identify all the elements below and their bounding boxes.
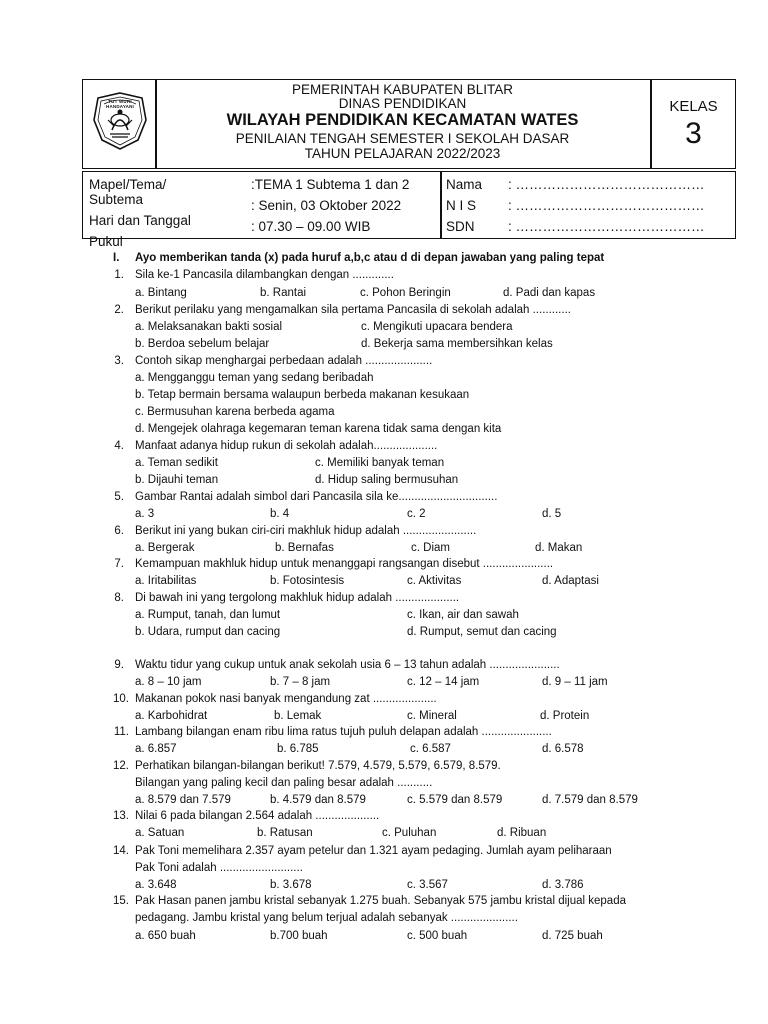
option-b[interactable]: b. 4 [270,508,290,520]
option-d[interactable]: d. 9 – 11 jam [542,676,608,688]
nis-field[interactable]: : …………………………………… [508,198,705,213]
instruction-text: Ayo memberikan tanda (x) pada huruf a,b,c atau d di depan jawaban yang paling tepat [135,252,605,264]
option-b[interactable]: b.700 buah [270,930,328,942]
option-d[interactable]: d. 7.579 dan 8.579 [542,794,638,806]
option-c[interactable]: c. Bermusuhan karena berbeda agama [135,406,335,418]
option-c[interactable]: c. 3.567 [407,879,448,891]
question-number: 8. [114,592,124,604]
option-a[interactable]: a. 8.579 dan 7.579 [135,794,231,806]
kelas-label: KELAS [669,98,718,115]
option-b[interactable]: b. Rantai [260,287,307,299]
question-number: 2. [114,304,124,316]
option-a[interactable]: a. Bergerak [135,542,195,554]
question-text: Di bawah ini yang tergolong makhluk hidup adalah .................... [135,592,460,604]
sdn-label: SDN [446,219,475,234]
question-number: 1. [114,269,124,281]
question-text: Berikut ini yang bukan ciri-ciri makhluk hidup adalah ....................... [135,525,477,537]
option-b[interactable]: b. Lemak [274,710,322,722]
hari-value: : Senin, 03 Oktober 2022 [251,198,402,213]
info-divider [440,171,442,239]
question-number: 3. [114,355,124,367]
option-b[interactable]: b. Dijauhi teman [135,474,219,486]
question-number: 15. [113,895,129,907]
option-c[interactable]: c. Mineral [407,710,457,722]
option-c[interactable]: c. 2 [407,508,426,520]
option-c[interactable]: c. 6.587 [410,743,451,755]
question-number: 13. [113,810,129,822]
option-a[interactable]: a. 6.857 [135,743,177,755]
option-c[interactable]: c. Memiliki banyak teman [315,457,445,469]
option-c[interactable]: c. 500 buah [407,930,468,942]
option-b[interactable]: b. Berdoa sebelum belajar [135,338,270,350]
question-text: Pak Toni memelihara 2.357 ayam petelur dan 1.321 ayam pedaging. Jumlah ayam peliharaan [135,845,612,857]
header-line-agency: DINAS PENDIDIKAN [338,96,467,111]
option-c[interactable]: c. Ikan, air dan sawah [407,609,519,621]
option-d[interactable]: d. 6.578 [542,743,584,755]
option-c[interactable]: c. Mengikuti upacara bendera [361,321,513,333]
question-text: Pak Hasan panen jambu kristal sebanyak 1.275 buah. Sebanyak 575 jambu kristal dijual kepada [135,895,626,907]
question-number: 14. [113,845,129,857]
kelas-value: 3 [685,117,702,150]
logo-text: TUT WURI HANDAYANI [106,99,134,109]
nama-label: Nama [446,177,483,192]
question-number: 4. [114,440,124,452]
question-text: Sila ke-1 Pancasila dilambangkan dengan ............. [135,269,394,281]
option-a[interactable]: a. Rumput, tanah, dan lumut [135,609,281,621]
option-b[interactable]: b. Fotosintesis [270,575,345,587]
option-d[interactable]: d. Padi dan kapas [503,287,596,299]
hari-label: Hari dan Tanggal [89,213,191,228]
question-number: 10. [113,693,129,705]
option-d[interactable]: d. Bekerja sama membersihkan kelas [361,338,553,350]
option-a[interactable]: a. Melaksanakan bakti sosial [135,321,283,333]
question-number: 9. [114,659,124,671]
option-b[interactable]: b. 4.579 dan 8.579 [270,794,366,806]
option-c[interactable]: c. Aktivitas [407,575,462,587]
option-a[interactable]: a. Satuan [135,827,185,839]
question-text: Waktu tidur yang cukup untuk anak sekolah usia 6 – 13 tahun adalah ...................... [135,659,560,671]
option-b[interactable]: b. Bernafas [275,542,334,554]
question-number: 5. [114,491,124,503]
option-c[interactable]: c. Diam [411,542,450,554]
pukul-value: : 07.30 – 09.00 WIB [251,219,371,234]
option-d[interactable]: d. Hidup saling bermusuhan [315,474,459,486]
question-number: 11. [113,726,129,738]
option-a[interactable]: a. Mengganggu teman yang sedang beribadah [135,372,374,384]
option-d[interactable]: d. 5 [542,508,562,520]
question-text: Berikut perilaku yang mengamalkan sila pertama Pancasila di sekolah adalah ............ [135,304,571,316]
question-text: Gambar Rantai adalah simbol dari Pancasila sila ke............................... [135,491,498,503]
sdn-field[interactable]: : …………………………………… [508,219,705,234]
subtema-label: Subtema [89,192,144,207]
question-text-continued: Bilangan yang paling kecil dan paling besar adalah ........... [135,777,433,789]
nis-label: N I S [446,198,477,213]
header-line-region: WILAYAH PENDIDIKAN KECAMATAN WATES [226,111,579,129]
header-line-year: TAHUN PELAJARAN 2022/2023 [304,146,501,161]
option-b[interactable]: b. 3.678 [270,879,312,891]
option-d[interactable]: d. Mengejek olahraga kegemaran teman karena tidak sama dengan kita [135,423,502,435]
option-d[interactable]: d. Ribuan [497,827,547,839]
mapel-value: :TEMA 1 Subtema 1 dan 2 [251,177,410,192]
question-text: Nilai 6 pada bilangan 2.564 adalah .................... [135,810,380,822]
tut-wuri-handayani-logo [90,90,150,152]
option-a[interactable]: a. 3 [135,508,155,520]
option-d[interactable]: d. Adaptasi [542,575,599,587]
question-number: 7. [114,558,124,570]
section-number: I. [113,252,120,264]
question-text: Makanan pokok nasi banyak mengandung zat .................... [135,693,437,705]
option-d[interactable]: d. Rumput, semut dan cacing [407,626,557,638]
option-d[interactable]: d. 725 buah [542,930,603,942]
question-number: 6. [114,525,124,537]
option-a[interactable]: a. Teman sedikit [135,457,218,469]
option-b[interactable]: b. 6.785 [277,743,319,755]
option-d[interactable]: d. Makan [535,542,583,554]
option-a[interactable]: a. 3.648 [135,879,177,891]
option-c[interactable]: c. Puluhan [382,827,437,839]
question-text: Kemampuan makhluk hidup untuk menanggapi rangsangan disebut ...................... [135,558,554,570]
nama-field[interactable]: : …………………………………… [508,177,705,192]
option-b[interactable]: b. Udara, rumput dan cacing [135,626,281,638]
header-line-government: PEMERINTAH KABUPATEN BLITAR [291,82,514,97]
option-a[interactable]: a. 8 – 10 jam [135,676,202,688]
pukul-label: Pukul [89,234,123,249]
mapel-label: Mapel/Tema/ [89,177,167,192]
option-a[interactable]: a. Karbohidrat [135,710,208,722]
option-b[interactable]: b. Tetap bermain bersama walaupun berbeda makanan kesukaan [135,389,470,401]
option-b[interactable]: b. Ratusan [257,827,313,839]
option-d[interactable]: d. Protein [540,710,590,722]
option-a[interactable]: a. Bintang [135,287,187,299]
option-c[interactable]: c. 12 – 14 jam [407,676,480,688]
question-text-continued: Pak Toni adalah .......................... [135,862,303,874]
question-text: Lambang bilangan enam ribu lima ratus tujuh puluh delapan adalah ...................... [135,726,552,738]
option-c[interactable]: c. 5.579 dan 8.579 [407,794,503,806]
option-c[interactable]: c. Pohon Beringin [360,287,451,299]
header-line-exam: PENILAIAN TENGAH SEMESTER I SEKOLAH DASAR [235,131,570,146]
question-text: Contoh sikap menghargai perbedaan adalah ..................... [135,355,433,367]
option-b[interactable]: b. 7 – 8 jam [270,676,331,688]
question-text: Manfaat adanya hidup rukun di sekolah adalah.................... [135,440,438,452]
question-text-continued: pedagang. Jambu kristal yang belum terjual adalah sebanyak ..................... [135,912,518,924]
option-a[interactable]: a. Iritabilitas [135,575,197,587]
option-a[interactable]: a. 650 buah [135,930,196,942]
question-number: 12. [113,760,129,772]
question-text: Perhatikan bilangan-bilangan berikut! 7.579, 4.579, 5.579, 6.579, 8.579. [135,760,501,772]
option-d[interactable]: d. 3.786 [542,879,584,891]
